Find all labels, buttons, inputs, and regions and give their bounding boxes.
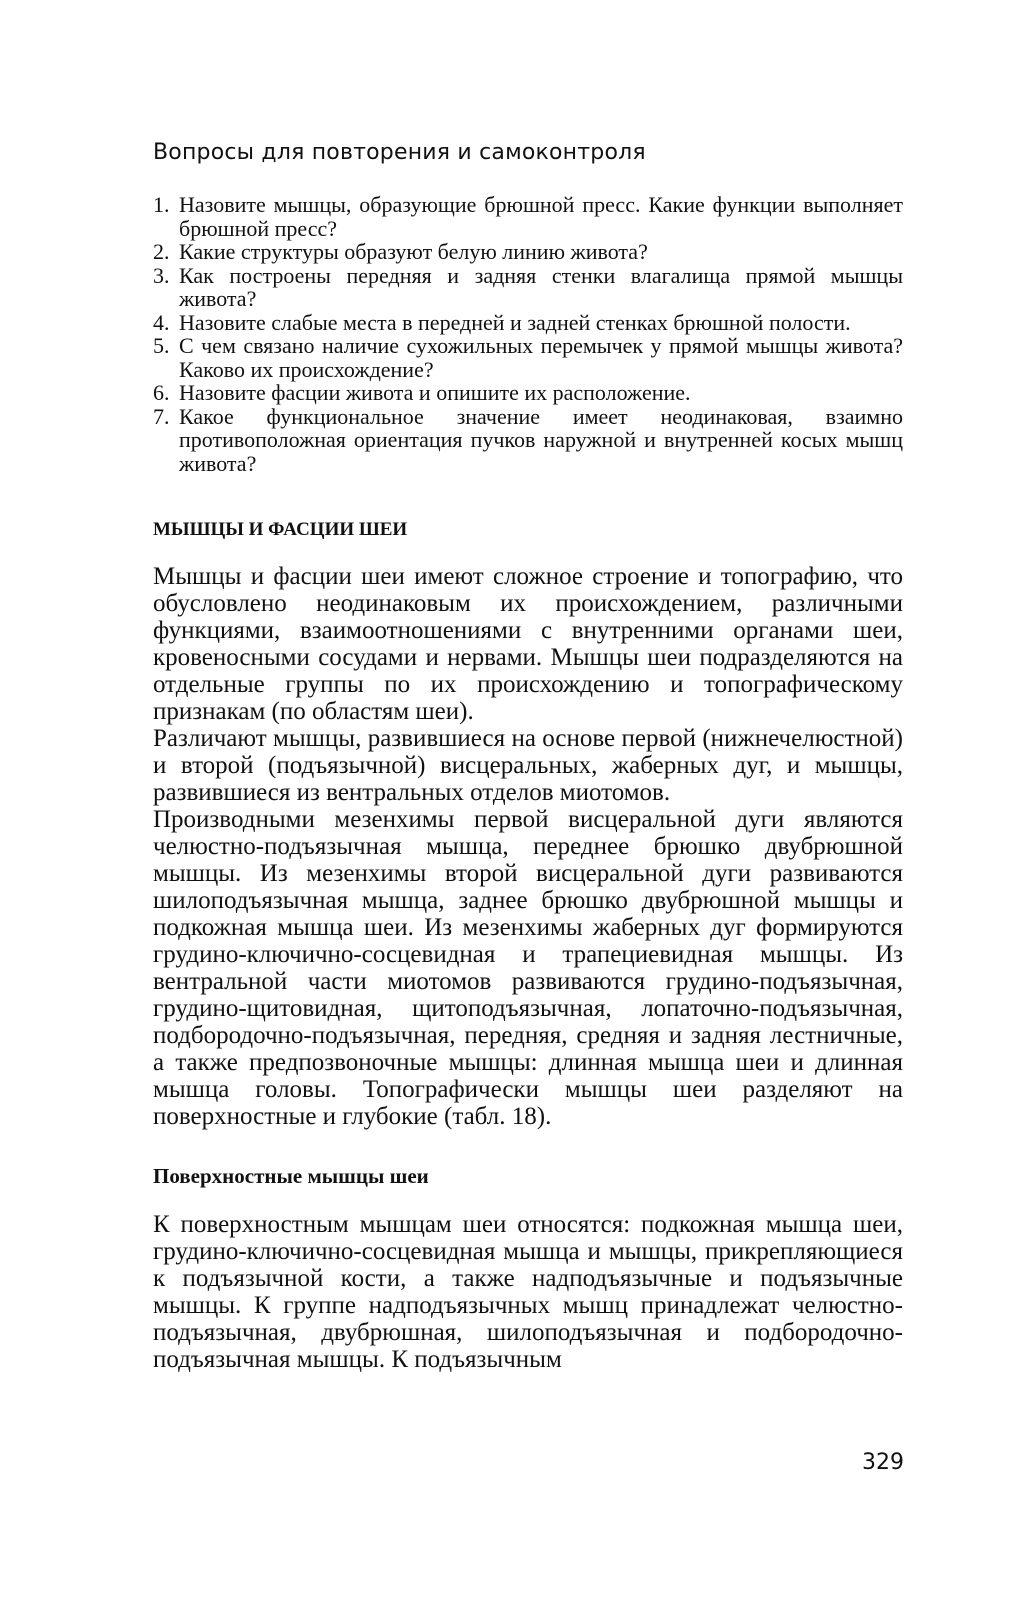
paragraph: К поверхностным мышцам шеи относятся: подкожная мышца шеи, грудино-ключично-сосцевидная мышца и мышцы, прикрепляющиеся к подъязычной кости, а также надподъязычные и подъязычные мышцы. К группе надподъязычных мышц принадлежат челюстно-подъязычная, двубрюшная, шилоподъязычная и подбородочно-подъязычная мышцы. К подъязычным: [153, 1211, 903, 1373]
question-text: С чем связано наличие сухожильных перемычек у прямой мышцы живота? Каково их происхождение?: [179, 333, 903, 382]
question-item: [153, 264, 903, 311]
question-item: [153, 334, 903, 381]
paragraph: Производными мезенхимы первой висцеральной дуги являются челюстно-подъязычная мышца, переднее брюшко двубрюшной мышцы. Из мезенхимы второй висцеральной дуги развиваются шилоподъязычная мышца, заднее брюшко двубрюшной мышцы и подкожная мышца шеи. Из мезенхимы жаберных дуг формируются грудино-ключично-сосцевидная и трапециевидная мышцы. Из вентральной части миотомов развиваются грудино-подъязычная, грудино-щитовидная, щитоподъязычная, лопаточно-подъязычная, подбородочно-подъязычная, передняя, средняя и задняя лестничные, а также предпозвоночные мышцы: длинная мышца шеи и длинная мышца головы. Топографически мышцы шеи разделяют на поверхностные и глубокие (табл. 18).: [153, 806, 903, 1130]
question-number: 2.: [153, 239, 170, 264]
paragraph: Различают мышцы, развившиеся на основе первой (нижнечелюстной) и второй (подъязычной) висцеральных, жаберных дуг, и мышцы, развившиеся из вентральных отделов миотомов.: [153, 725, 903, 806]
question-text: Назовите слабые места в передней и задней стенках брюшной полости.: [179, 309, 851, 335]
questions-title: Вопросы для повторения и самоконтроля: [153, 140, 646, 165]
neck-muscles-body: [153, 563, 903, 1130]
questions-list: [153, 193, 903, 475]
question-item: [153, 193, 903, 240]
superficial-muscles-heading: Поверхностные мышцы шеи: [153, 1164, 429, 1188]
question-number: 7.: [153, 403, 170, 429]
page-content: [153, 140, 903, 1373]
superficial-muscles-body: [153, 1211, 903, 1373]
question-text: Назовите мышцы, образующие брюшной пресс. Какие функции выполняет брюшной пресс?: [179, 192, 903, 241]
question-number: 5.: [153, 333, 170, 358]
question-number: 1.: [153, 192, 170, 217]
question-number: 6.: [153, 380, 170, 405]
question-text: Какое функциональное значение имеет неодинаковая, взаимно противоположная ориентация пучков наружной и внутренней косых мышц живота?: [179, 403, 903, 476]
page-number: 329: [862, 1450, 904, 1475]
question-text: Какие структуры образуют белую линию живота?: [179, 239, 648, 264]
question-text: Назовите фасции живота и опишите их расположение.: [179, 380, 691, 405]
neck-muscles-heading: МЫШЦЫ И ФАСЦИИ ШЕИ: [153, 519, 408, 540]
paragraph: Мышцы и фасции шеи имеют сложное строение и топографию, что обусловлено неодинаковым их происхождением, различными функциями, взаимоотношениями с внутренними органами шеи, кровеносными сосудами и нервами. Мышцы шеи подразделяются на отдельные группы по их происхождению и топографическому признакам (по областям шеи).: [153, 563, 903, 725]
question-item: [153, 381, 903, 405]
question-number: 3.: [153, 262, 170, 288]
question-text: Как построены передняя и задняя стенки влагалища прямой мышцы живота?: [179, 262, 903, 311]
question-item: [153, 405, 903, 476]
question-item: [153, 240, 903, 264]
question-item: [153, 311, 903, 335]
question-number: 4.: [153, 309, 170, 335]
